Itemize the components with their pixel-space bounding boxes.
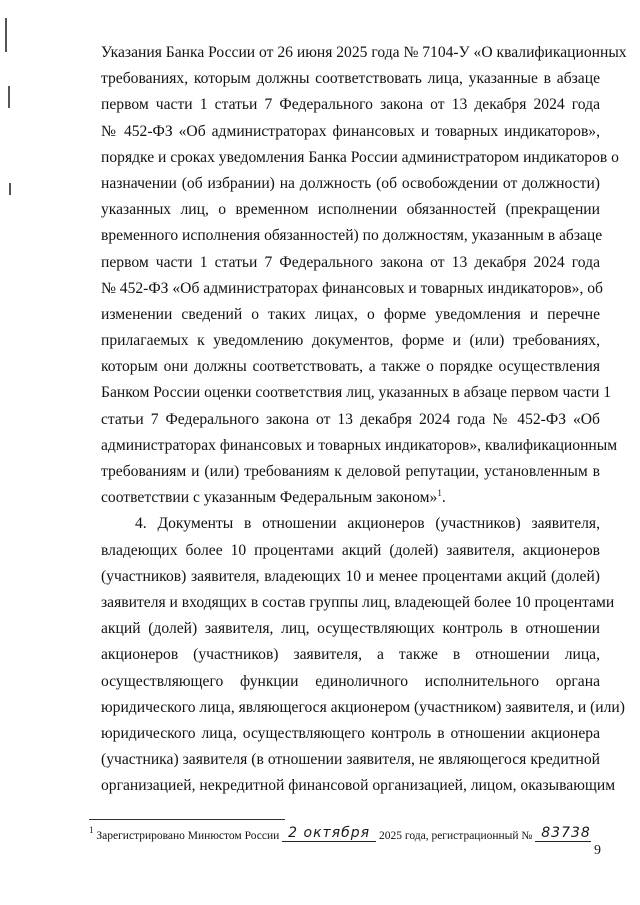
text-line: [101, 250, 600, 276]
text-line: [101, 119, 600, 145]
text-line: [101, 642, 600, 668]
text-line-content: статьи 7 Федерального закона от 13 декабря 2024 года № 452-ФЗ «Об: [101, 410, 600, 428]
text-line-content: прилагаемых к уведомлению документов, форме и (или) требованиях,: [101, 332, 600, 350]
text-line: [101, 407, 600, 433]
text-line-content: акционеров (участников) заявителя, а также в отношении лица,: [101, 646, 600, 664]
footnote-text-before: Зарегистрировано Минюстом России: [96, 830, 280, 842]
paragraph-4: [101, 511, 625, 799]
text-line: [101, 66, 600, 92]
footnote-reference: 1: [437, 488, 442, 499]
footnote-separator: [89, 819, 285, 820]
text-line: [101, 459, 600, 485]
text-line-content: организацией, некредитной финансовой организацией, лицом, оказывающим: [101, 777, 616, 795]
text-line-content: № 452-ФЗ «Об администраторах финансовых и товарных индикаторов»,: [101, 122, 600, 140]
text-line: [101, 590, 615, 616]
text-line: [101, 485, 600, 511]
text-line: [101, 773, 616, 799]
scan-mark-middle: [8, 86, 10, 108]
registration-date-handwritten: 2 октября: [288, 825, 371, 841]
text-line-content: юридического лица, являющегося акционером (участником) заявителя, и (или): [101, 698, 625, 716]
text-line: [101, 616, 600, 642]
text-line-content: 4. Документы в отношении акционеров (участников) заявителя,: [135, 515, 600, 533]
scan-mark-top: [5, 18, 7, 52]
page-number: 9: [594, 843, 601, 858]
text-line: [101, 380, 611, 406]
text-line: [101, 40, 627, 66]
footnote-marker: 1: [89, 825, 94, 835]
body-text: [101, 40, 627, 799]
paragraph-continued: [101, 40, 627, 511]
text-line-content: соответствии с указанным Федеральным законом»: [101, 489, 438, 507]
text-line-content: назначении (об избрании) на должность (об освобождении от должности): [101, 174, 600, 192]
footnote-text-middle: 2025 года, регистрационный №: [379, 830, 533, 842]
text-line-content: акций (долей) заявителя, лиц, осуществляющих контроль в отношении: [101, 620, 600, 638]
text-line-content: первом части 1 статьи 7 Федерального закона от 13 декабря 2024 года: [101, 253, 600, 271]
text-line: [101, 302, 600, 328]
text-line-content: Банком России оценки соответствия лиц, указанных в абзаце первом части 1: [101, 384, 611, 402]
text-line-content: которым они должны соответствовать, а также о порядке осуществления: [101, 358, 600, 376]
registration-number-blank: [535, 827, 591, 842]
scan-mark-lower: [9, 183, 11, 195]
text-line: [101, 223, 603, 249]
text-line: [101, 564, 600, 590]
text-line: [101, 747, 600, 773]
text-line-content: юридического лица, осуществляющего контроль в отношении акционера: [101, 724, 600, 742]
text-line: [101, 721, 600, 747]
text-line: [101, 171, 600, 197]
text-line: [101, 328, 600, 354]
text-line-content: осуществляющего функции единоличного исполнительного органа: [101, 672, 600, 690]
registration-date-blank: [282, 827, 376, 842]
text-line: [101, 92, 600, 118]
text-line: [101, 197, 600, 223]
text-line-content: администраторах финансовых и товарных индикаторов», квалификационным: [101, 436, 618, 454]
text-line: [101, 695, 625, 721]
registration-number-handwritten: 83738: [541, 825, 591, 841]
text-line: [101, 354, 600, 380]
text-line-content: требованиям и (или) требованиям к деловой репутации, установленным в: [101, 463, 600, 480]
sentence-period: .: [441, 489, 446, 507]
text-line: [101, 538, 600, 564]
text-line-content: заявителя и входящих в состав группы лиц, владеющей более 10 процентами: [101, 593, 615, 611]
text-line-content: первом части 1 статьи 7 Федерального закона от 13 декабря 2024 года: [101, 96, 600, 114]
text-line-content: (участников) заявителя, владеющих 10 и менее процентами акций (долей): [101, 567, 600, 585]
text-line: [101, 276, 603, 302]
text-line: [101, 145, 619, 171]
text-line-content: порядке и сроках уведомления Банка России администратором индикаторов о: [101, 148, 619, 166]
text-line-content: владеющих более 10 процентами акций (долей) заявителя, акционеров: [101, 541, 600, 559]
paragraph-4-first-line: [101, 511, 600, 537]
text-line-content: требованиях, которым должны соответствовать лица, указанные в абзаце: [101, 70, 600, 88]
text-line-content: временного исполнения обязанностей) по должностям, указанным в абзаце: [101, 227, 603, 245]
text-line: [101, 669, 600, 695]
text-line-content: изменении сведений о таких лицах, о форме уведомления и перечне: [101, 305, 600, 323]
text-line-content: указанных лиц, о временном исполнении обязанностей (прекращении: [101, 201, 600, 219]
text-line-content: Указания Банка России от 26 июня 2025 года № 7104-У «О квалификационных: [101, 44, 627, 61]
footnote: [89, 827, 591, 842]
text-line: [101, 433, 618, 459]
text-line-content: (участника) заявителя (в отношении заявителя, не являющегося кредитной: [101, 751, 600, 769]
text-line-content: № 452-ФЗ «Об администраторах финансовых и товарных индикаторов», об: [101, 279, 603, 297]
